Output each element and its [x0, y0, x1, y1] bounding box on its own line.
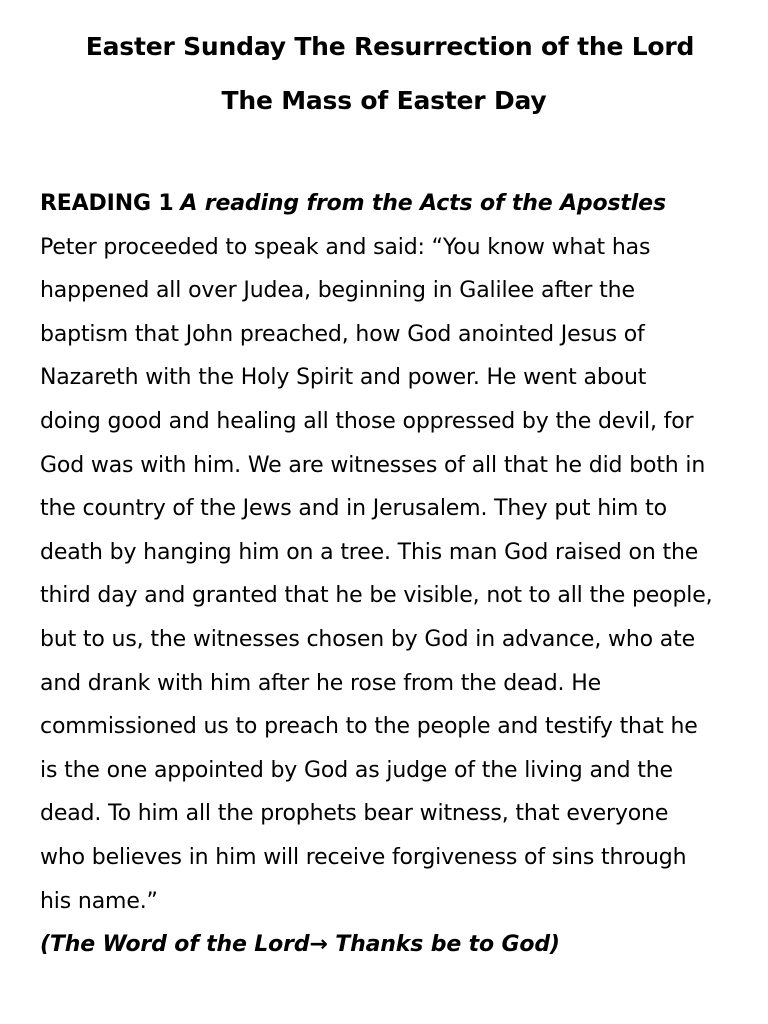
reading-text-line: commissioned us to preach to the people and testify that he — [40, 714, 698, 740]
reading-text-line: who believes in him will receive forgiveness of sins through — [40, 844, 687, 870]
reading-text-line: but to us, the witnesses chosen by God in advance, who ate — [40, 626, 695, 652]
reading-text-line: Nazareth with the Holy Spirit and power. He went about — [40, 365, 647, 391]
reading-text-line: dead. To him all the prophets bear witness, that everyone — [40, 801, 669, 827]
reading-text-line: the country of the Jews and in Jerusalem. They put him to — [40, 496, 667, 522]
reading-label: READING 1 — [40, 191, 174, 216]
reading-section — [40, 182, 750, 967]
reading-text-line: doing good and healing all those oppressed by the devil, for — [40, 408, 694, 434]
reading-response: (The Word of the Lord→ Thanks be to God) — [40, 932, 560, 958]
reading-text-line: third day and granted that he be visible, not to all the people, — [40, 583, 713, 609]
reading-text-line: Peter proceeded to speak and said: “You know what has — [40, 234, 651, 260]
reading-text-line: and drank with him after he rose from the dead. He — [40, 670, 602, 696]
reading-text-line: happened all over Judea, beginning in Galilee after the — [40, 278, 635, 304]
reading-text-line: is the one appointed by God as judge of the living and the — [40, 757, 673, 783]
reading-text-line: death by hanging him on a tree. This man God raised on the — [40, 539, 699, 565]
reading-text-line: his name.” — [40, 888, 158, 914]
reading-text-line: God was with him. We are witnesses of all that he did both in — [40, 452, 706, 478]
reading-heading — [40, 182, 750, 226]
page-subtitle: The Mass of Easter Day — [221, 86, 547, 115]
page-title: Easter Sunday The Resurrection of the Lord — [85, 32, 695, 61]
reading-text-line: baptism that John preached, how God anointed Jesus of — [40, 321, 645, 347]
reading-source: A reading from the Acts of the Apostles — [180, 191, 666, 216]
